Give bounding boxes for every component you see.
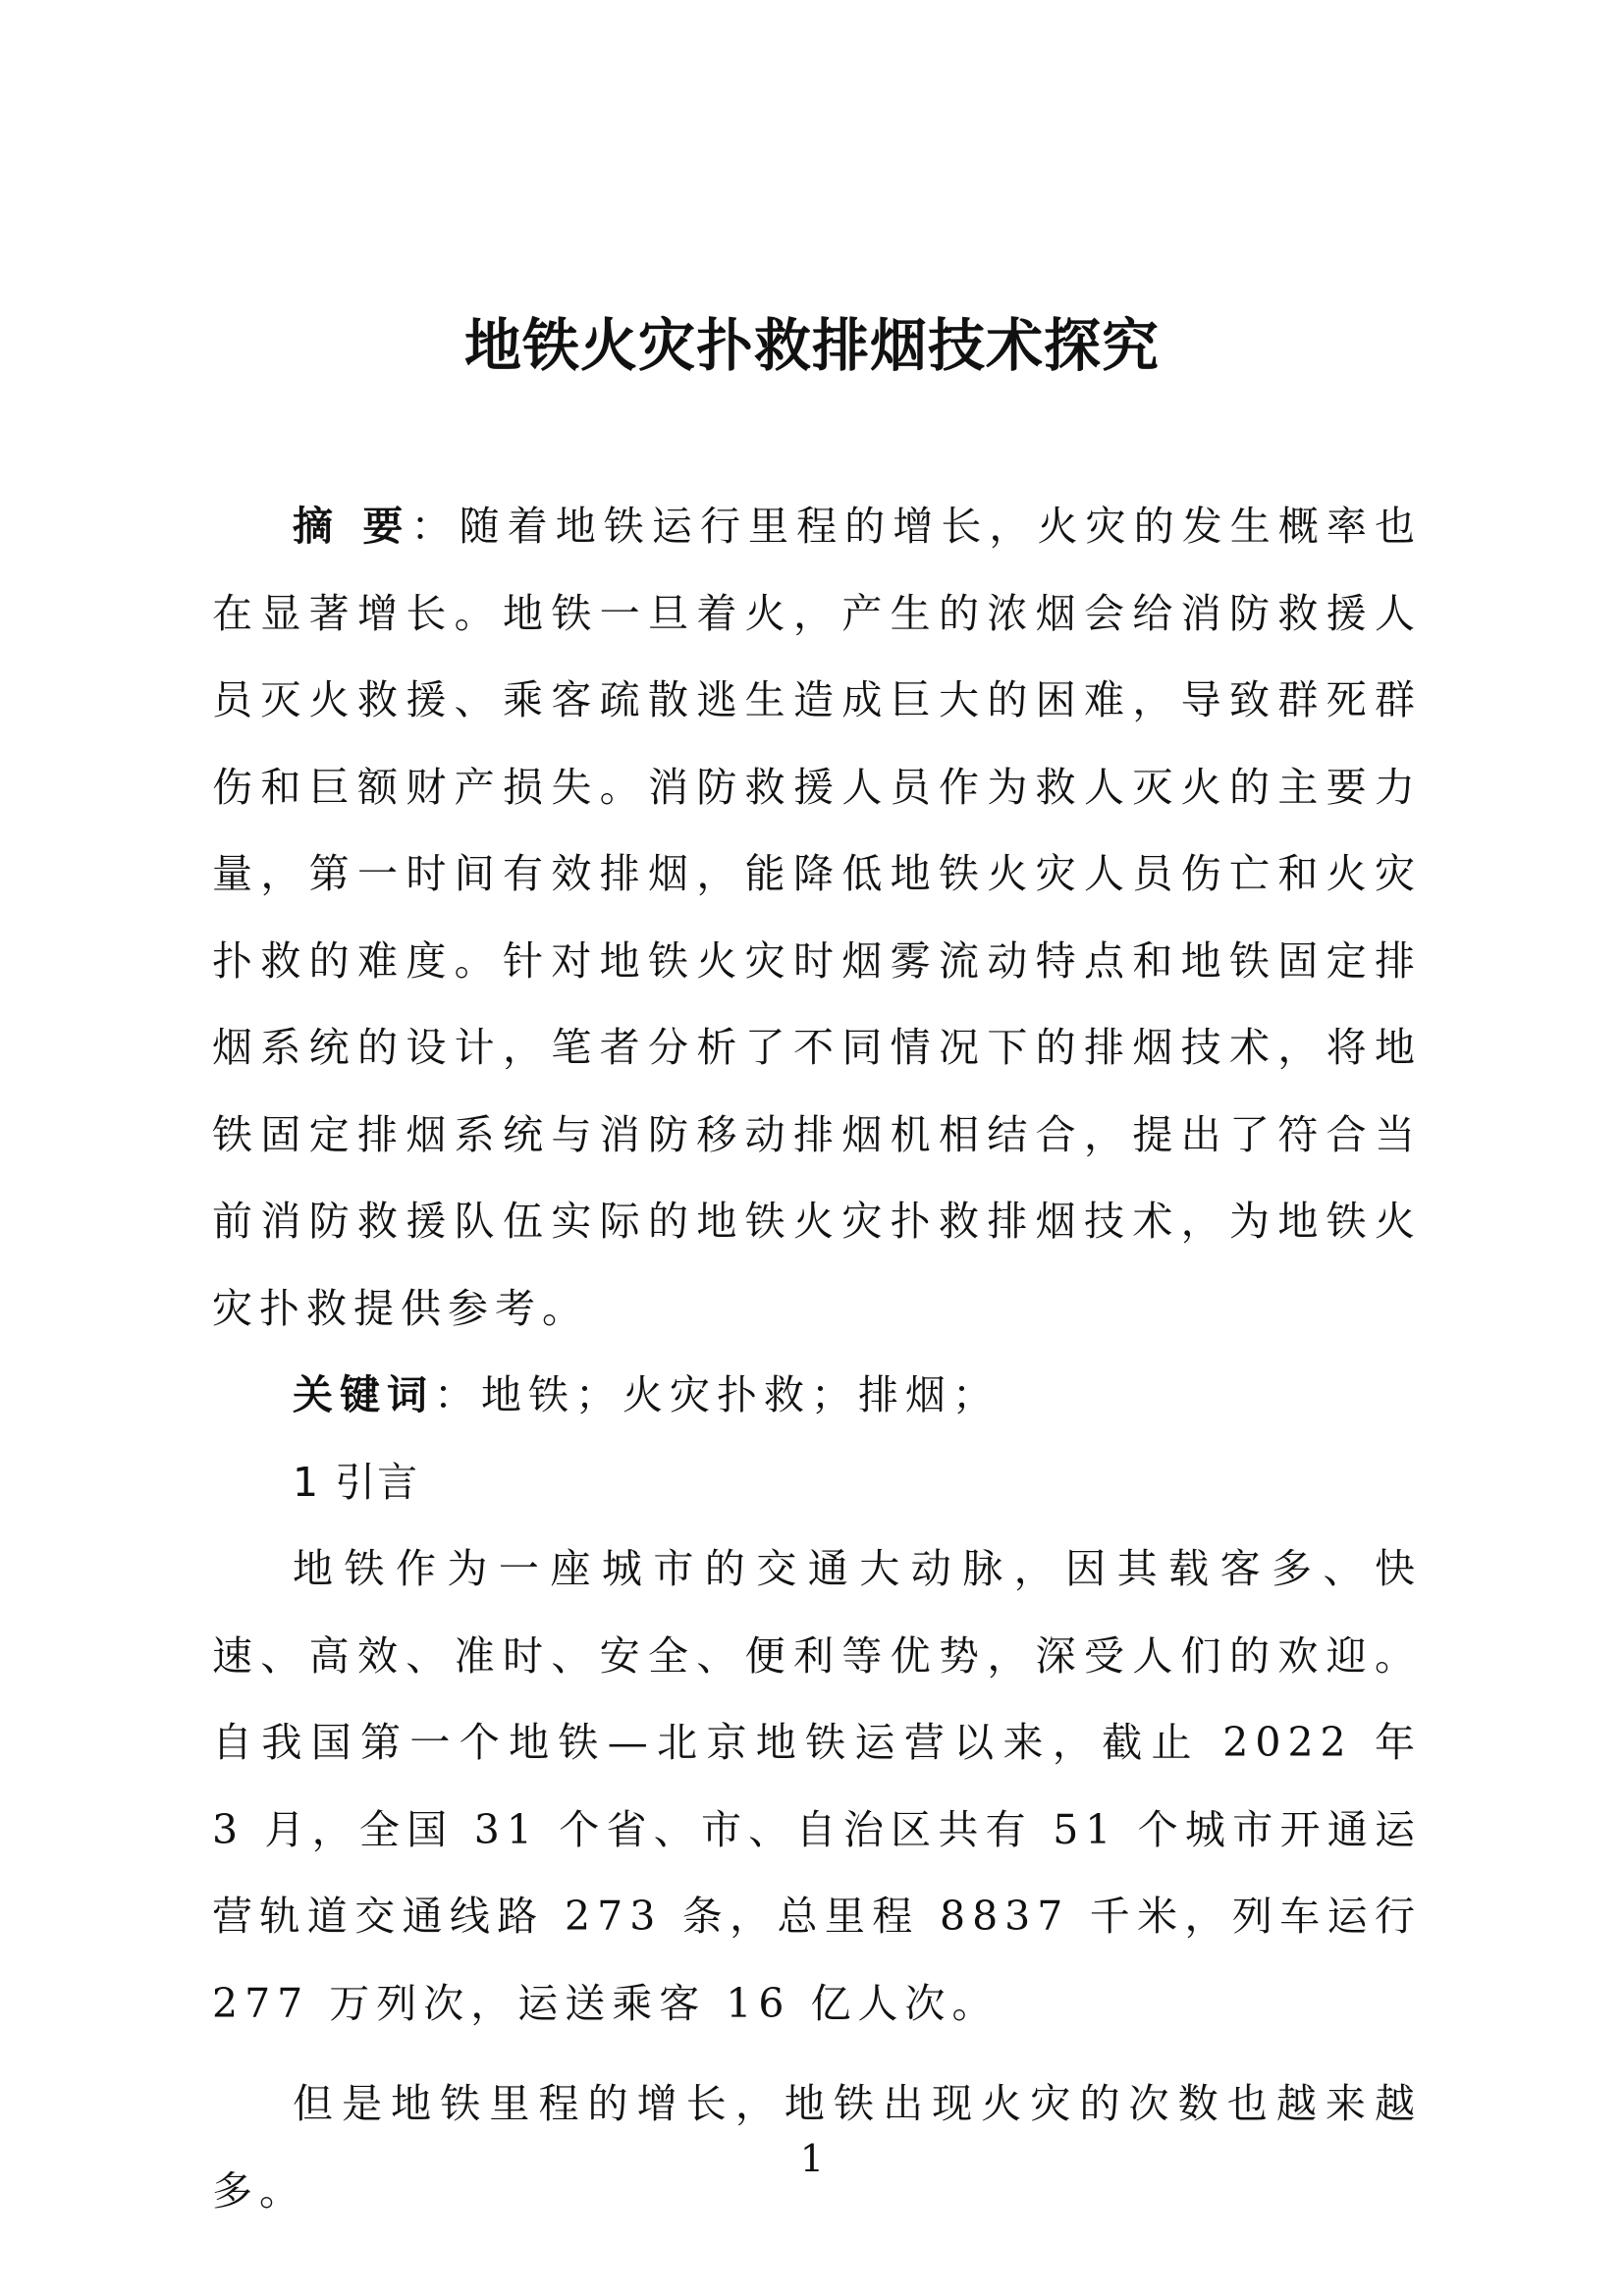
abstract-label: 摘 要 <box>293 503 411 550</box>
body-paragraph-1: 地铁作为一座城市的交通大动脉，因其载客多、快速、高效、准时、安全、便利等优势，深受人们的欢迎。自我国第一个地铁—北京地铁运营以来，截止 2022 年 3 月，全国 31 个省、市、自治区共有 51 个城市开通运营轨道交通线路 273 条，总里程 8837 千米，列车运行 277 万列次，运送乘客 16 亿人次。 <box>212 1545 1422 2027</box>
keywords-label: 关键词 <box>293 1371 434 1418</box>
abstract-separator: ： <box>410 503 460 550</box>
section-heading-introduction: 1 引言 <box>293 1458 420 1506</box>
keywords-paragraph <box>212 1352 1422 1439</box>
document-body <box>212 483 1422 2234</box>
page-number: 1 <box>799 2137 825 2180</box>
document-title: 地铁火灾扑救排烟技术探究 <box>463 312 1160 379</box>
abstract-text: 随着地铁运行里程的增长，火灾的发生概率也在显著增长。地铁一旦着火，产生的浓烟会给消防救援人员灭火救援、乘客疏散逃生造成巨大的困难，导致群死群伤和巨额财产损失。消防救援人员作为救人灭火的主要力量，第一时间有效排烟，能降低地铁火灾人员伤亡和火灾扑救的难度。针对地铁火灾时烟雾流动特点和地铁固定排烟系统的设计，笔者分析了不同情况下的排烟技术，将地铁固定排烟系统与消防移动排烟机相结合，提出了符合当前消防救援队伍实际的地铁火灾扑救排烟技术，为地铁火灾扑救提供参考。 <box>212 503 1422 1332</box>
abstract-paragraph <box>212 483 1422 1352</box>
keywords-text: 地铁；火灾扑救；排烟； <box>481 1371 1000 1418</box>
body-paragraph-2: 但是地铁里程的增长，地铁出现火灾的次数也越来越多。 <box>212 2080 1422 2215</box>
keywords-separator: ： <box>434 1371 481 1418</box>
